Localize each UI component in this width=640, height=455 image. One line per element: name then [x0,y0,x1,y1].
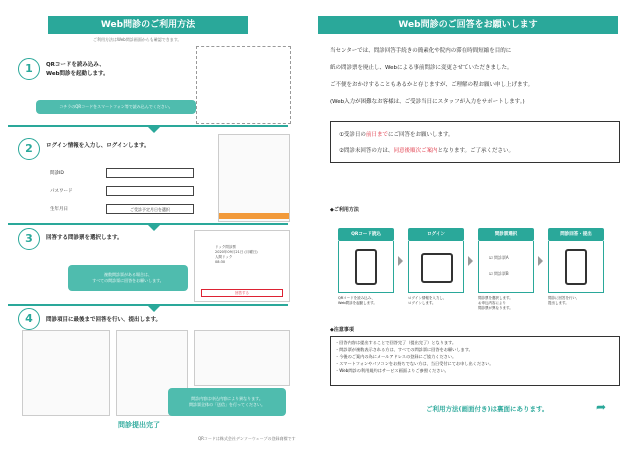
proc-login-head: ログイン [408,228,464,241]
notice-1-deadline: 前日まで [365,132,388,138]
questionnaire-b: ☑ 問診票B [489,271,509,276]
birthdate-select[interactable]: ご受診予定月日を選択 [106,204,194,214]
usage-heading: ◆ご利用方法 [330,207,359,213]
step2-title: ログイン情報を入力し、ログインします。 [46,143,150,149]
down-arrow-icon [148,127,160,133]
back-page-link[interactable]: ご利用方法(画面付き)は裏面にあります。 [426,405,549,413]
left-page [8,8,298,448]
note-5: ・Web問診の利用規約はサービス画面よりご参照ください。 [335,368,449,373]
proc-submit-head: 問診回答・提出 [548,228,604,241]
proc-submit-desc: 問診に回答を行い、 提出します。 [548,296,580,305]
note-4: ・スマートフォンやパソコンをお持ちでない方は、当日受付にてお申し出ください。 [335,361,494,366]
step4-title: 問診項目に最後まで回答を行い、提出します。 [46,317,162,323]
notice-2-warning: 同意後順次ご案内 [393,148,438,154]
login-id-label: 問診ID [50,171,64,176]
notice-2 [339,146,514,156]
right-title: Web問診のご回答をお願いします [318,16,618,34]
step4-number: 4 [18,308,40,330]
questionnaire-a: ☑ 問診票A [489,255,509,260]
step1-number: 1 [18,58,40,80]
left-subtitle: ご利用方法はWeb問診画面からも確認できます。 [93,37,182,42]
intro-line-4: (Web入力が困難なお客様は、ご受診当日にスタッフが入力をサポートします。) [330,99,525,105]
right-arrow-icon [468,256,473,266]
form-preview-1 [22,330,110,416]
submission-complete: 問診提出完了 [118,421,160,429]
down-arrow-icon [148,306,160,312]
down-arrow-icon [148,225,160,231]
proc-select-head: 問診票選択 [478,228,534,241]
notice-1-post: にご回答をお願いします。 [387,132,454,138]
qr-trademark-note: QRコードは株式会社デンソーウェーブの登録商標です [198,436,296,441]
right-arrow-icon [398,256,403,266]
step3-title: 回答する問診票を選択します。 [46,235,123,241]
notice-1 [339,130,454,140]
notice-2-post: となります。ご了承ください。 [437,148,515,154]
proc-qr-head: QRコード読込 [338,228,394,241]
proc-select [478,228,534,311]
password-input[interactable] [106,186,194,196]
proc-login-desc: ログイン情報を入力し、 ログインします。 [408,296,447,305]
proc-qr-desc: QRコードを読み込み、 Web問診を起動します。 [338,296,377,305]
orange-bar [219,213,289,219]
login-screen-icon [421,253,453,283]
intro-line-3: ご不便をおかけすることもあるかと存じますが、ご理解の程お願い申し上げます。 [330,82,534,88]
intro-line-1: 当センターでは、問診回答手続きの簡素化や院内の滞在時間短縮を目的に [330,48,512,54]
note-3: ・今後のご案内の為にメールアドレスの登録にご協力ください。 [335,354,457,359]
qr-code-area [196,46,291,124]
step1-title: QRコードを読み込み、 Web問診を起動します。 [46,62,109,77]
step3-bubble: 複数問診票がある場合は、 すべての問診票に回答をお願いします。 [68,265,188,291]
intro-line-2: 紙の問診票を廃止し、Webによる事前問診に変更させていただきました。 [330,65,513,71]
answer-button[interactable]: 回答する [201,289,283,297]
notice-box [330,121,620,163]
step3-number: 3 [18,228,40,250]
proc-login [408,228,464,306]
step2-number: 2 [18,138,40,160]
note-1: ・回答内容は提出することで回答完了（提出完了）となります。 [335,340,457,345]
right-page [318,8,628,448]
notes-heading: ◆注意事項 [330,327,354,333]
notice-2-pre: ②問診未回答の方は、 [339,148,394,154]
step4-bubble: 問診内容は申込内容により異なります。 問診票全体の「送信」を行ってください。 [168,388,286,416]
login-screen-preview [218,134,290,222]
login-id-input[interactable] [106,168,194,178]
questionnaire-a-label: 問診票A [493,255,509,260]
notes-box [330,336,620,386]
questionnaire-card [194,230,290,302]
notice-1-pre: ①受診日の [339,132,366,138]
right-arrow-icon [538,256,543,266]
curved-arrow-icon: ➦ [596,400,607,414]
form-preview-3 [194,330,290,386]
card-details: ドック問診票 2020年09月21日 (月曜日) 人間ドック 08:30 [215,245,258,264]
questionnaire-b-label: 問診票B [493,271,509,276]
left-title: Web問診のご利用方法 [48,16,248,34]
birthdate-label: 生年月日 [50,207,68,212]
note-2: ・問診票が複数表示される方は、すべての問診票に回答をお願いします。 [335,347,473,352]
checklist-phone-icon [565,249,587,285]
proc-select-desc: 問診票を選択します。 お申込内容により 問診票が異なります。 [478,296,513,310]
password-label: パスワード [50,189,73,194]
smartphone-icon [355,249,377,285]
step1-bubble: コチラのQRコードをスマートフォン等で読み込んでください。 [36,100,196,114]
proc-submit [548,228,604,306]
proc-qr [338,228,394,306]
